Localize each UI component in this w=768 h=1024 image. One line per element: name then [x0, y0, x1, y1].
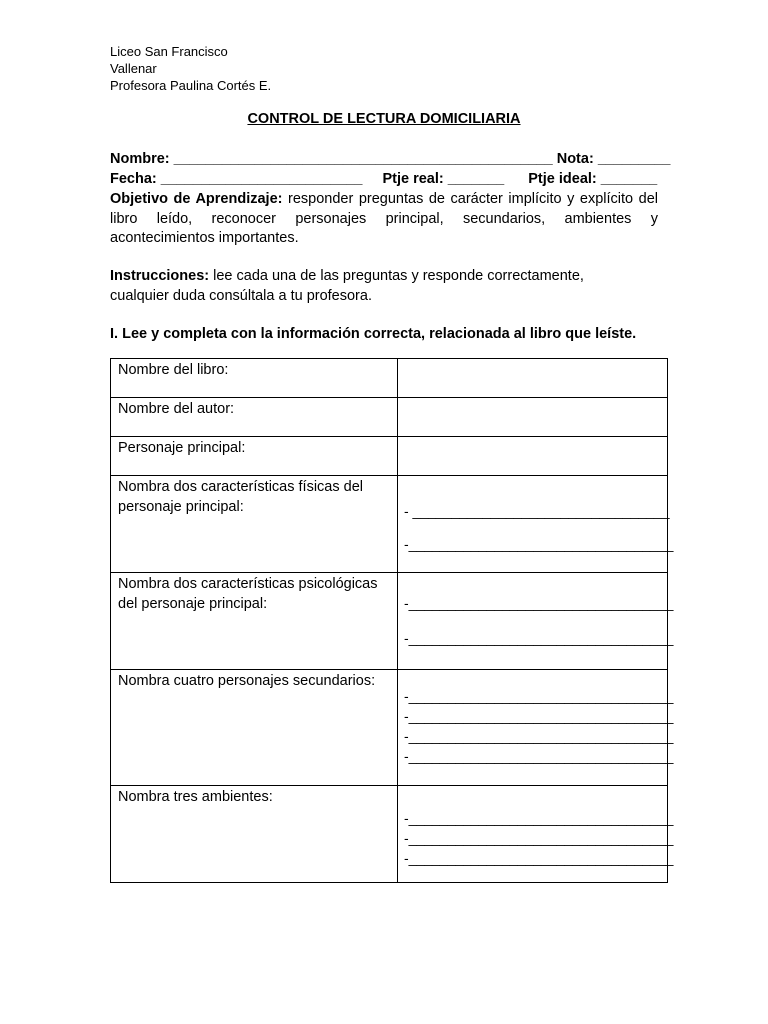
- name-line: [110, 151, 670, 167]
- objective-label: Objetivo de Aprendizaje:: [110, 191, 283, 207]
- table-row: [111, 398, 668, 437]
- grade-field[interactable]: _________: [597, 151, 671, 167]
- answer-line[interactable]: -__________________________________: [404, 748, 674, 764]
- answer-line[interactable]: -__________________________________: [404, 708, 674, 724]
- answer-cell[interactable]: [398, 670, 674, 786]
- teacher-name: Profesora Paulina Cortés E.: [110, 78, 272, 93]
- question-label: Nombra cuatro personajes secundarios:: [111, 670, 398, 786]
- answer-line[interactable]: -__________________________________: [404, 536, 674, 552]
- answer-cell[interactable]: [398, 437, 668, 476]
- answer-cell[interactable]: [398, 476, 674, 573]
- answer-cell[interactable]: [398, 573, 674, 670]
- table-row: [111, 786, 668, 883]
- date-field[interactable]: _________________________: [160, 171, 363, 187]
- answer-line[interactable]: -__________________________________: [404, 810, 674, 826]
- instructions-text-2: cualquier duda consúltala a tu profesora.: [110, 287, 372, 304]
- table-row: [111, 359, 668, 398]
- instructions-label: Instrucciones:: [110, 268, 210, 284]
- answer-line[interactable]: -__________________________________: [404, 630, 674, 646]
- answer-cell[interactable]: [398, 359, 668, 398]
- answer-line[interactable]: -__________________________________: [404, 728, 674, 744]
- name-label: Nombre:: [110, 151, 170, 167]
- objective-text: responder preguntas de carácter implícito y explícito del libro leído, reconocer personajes principal, secundarios, ambientes y acontecimientos importantes.: [110, 191, 658, 246]
- table-row: [111, 573, 668, 670]
- reading-form-table: [110, 358, 674, 883]
- instructions-paragraph: [110, 267, 658, 306]
- answer-line[interactable]: -__________________________________: [404, 688, 674, 704]
- document-title: CONTROL DE LECTURA DOMICILIARIA: [247, 111, 521, 127]
- answer-line[interactable]: - _________________________________: [404, 503, 670, 519]
- ideal-score-label: Ptje ideal:: [528, 171, 597, 187]
- question-label: Personaje principal:: [111, 437, 398, 476]
- answer-line[interactable]: -__________________________________: [404, 850, 674, 866]
- school-name: Liceo San Francisco: [110, 44, 228, 59]
- answer-cell[interactable]: [398, 398, 668, 437]
- date-label: Fecha:: [110, 171, 157, 187]
- name-field[interactable]: _______________________________________________: [173, 151, 553, 167]
- answer-line[interactable]: -__________________________________: [404, 830, 674, 846]
- ideal-score-field[interactable]: _______: [600, 171, 658, 187]
- date-line: [110, 171, 657, 187]
- objective-paragraph: [110, 190, 658, 249]
- question-label: Nombre del autor:: [111, 398, 398, 437]
- answer-line[interactable]: -__________________________________: [404, 595, 674, 611]
- real-score-field[interactable]: _______: [447, 171, 505, 187]
- table-row: [111, 476, 668, 573]
- header-block: [110, 43, 271, 94]
- grade-label: Nota:: [556, 151, 594, 167]
- question-label: Nombra dos características físicas del personaje principal:: [111, 476, 398, 573]
- answer-cell[interactable]: [398, 786, 674, 883]
- table-row: [111, 670, 668, 786]
- question-label: Nombra tres ambientes:: [111, 786, 398, 883]
- question-label: Nombre del libro:: [111, 359, 398, 398]
- instructions-text: lee cada una de las preguntas y responde correctamente,: [209, 268, 584, 284]
- city-name: Vallenar: [110, 61, 157, 76]
- real-score-label: Ptje real:: [382, 171, 444, 187]
- question-label: Nombra dos características psicológicas del personaje principal:: [111, 573, 398, 670]
- table-row: [111, 437, 668, 476]
- section-title: I. Lee y completa con la información correcta, relacionada al libro que leíste.: [110, 326, 637, 342]
